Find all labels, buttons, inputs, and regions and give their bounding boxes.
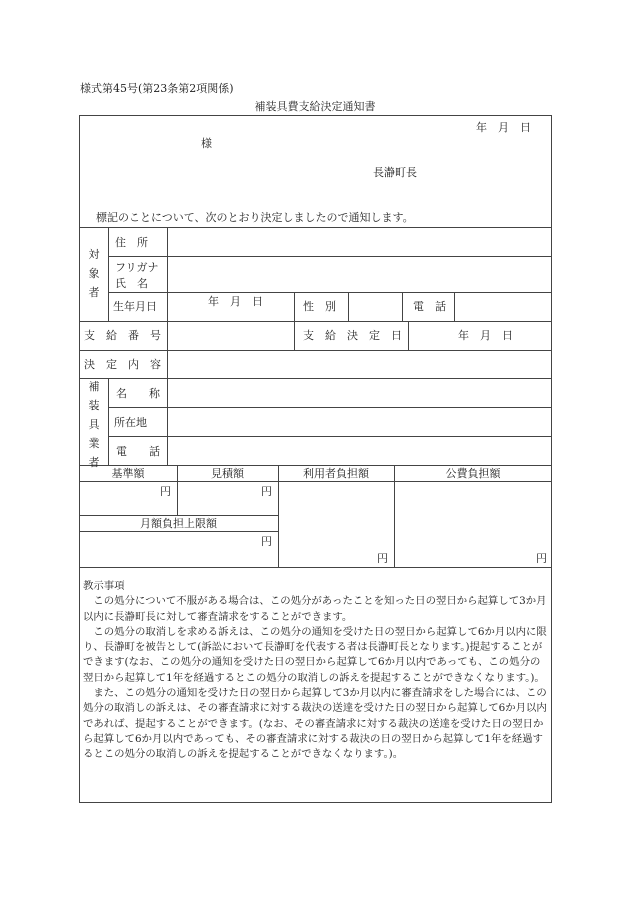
phone-label: 電 話 [413,300,446,313]
line-monthly-label-bottom [79,531,278,532]
line-payment-label [167,321,168,378]
payment-number-label: 支 給 番 号 [84,329,161,342]
form-id: 様式第45号(第23条第2項関係) [80,82,234,95]
line-gender-left [294,292,295,350]
document-title: 補装具費支給決定通知書 [254,100,376,113]
line-vendor-group [108,378,109,465]
decision-date-value: 年 月 日 [458,329,513,342]
line-phone-mid [454,292,455,321]
line-amount-row1-bottom [79,515,278,516]
yen-estimate: 円 [261,485,272,498]
notes-heading: 教示事項 [83,580,125,592]
vendor-group-label: 補装具業者 [88,380,100,469]
yen-base: 円 [160,485,171,498]
line-user-right [394,465,395,567]
line-header-bottom [79,227,552,228]
line-vendor-name-bottom [108,407,552,408]
issue-date: 年 月 日 [476,121,531,134]
issuer: 長瀞町長 [373,166,417,179]
line-decision-date-right [408,321,409,350]
line-name-bottom [108,292,552,293]
user-burden-label: 利用者負担額 [303,467,369,480]
furigana-label: フリガナ [115,261,159,274]
yen-monthly-cap: 円 [261,535,272,548]
line-subject-label [167,227,168,321]
line-phone-left [402,292,403,321]
birthdate-label: 生年月日 [113,300,157,313]
notes-paragraph-1: この処分について不服がある場合は、この処分があったことを知った日の翌日から起算して3か月以内に長瀞町長に対して審査請求をすることができます。 [83,595,547,623]
recipient-suffix: 様 [201,137,212,150]
line-estimate-right [278,465,279,567]
notes-paragraph-2: この処分の取消しを求める訴えは、この処分の通知を受けた日の翌日から起算して6か月以内に限り、長瀞町を被告として(訴訟において長瀞町を代表する者は長瀞町長となります。)提起することができます(なお、この処分の通知を受けた日の翌日から起算して6か月以内であっても、この処分の翌日から起算して1年を経過するとこの処分の取消しの訴えを提起することができなくなります。)。 [83,625,547,684]
line-address-bottom [108,256,552,257]
monthly-cap-label: 月額負担上限額 [140,517,217,530]
line-amounts-bottom [79,567,552,568]
line-subject-bottom [79,321,552,322]
vendor-name-label: 名 称 [116,387,160,400]
address-label: 住 所 [115,236,148,249]
line-payment-bottom [79,350,552,351]
line-vendor-label [167,378,168,465]
line-vendor-bottom [79,465,552,466]
vendor-location-label: 所在地 [114,416,147,429]
gender-label: 性 別 [303,300,336,313]
base-amount-label: 基準額 [111,467,145,480]
notes-paragraph-3: また、この処分の通知を受けた日の翌日から起算して3か月以内に審査請求をした場合には、この処分の取消しの訴えは、その審査請求に対する裁決の送達を受けた日の翌日から起算して6か月以内であれば、提起することができます。(なお、その審査請求に対する裁決の送達を受けた日の翌日から起算して6か月以内であっても、その審査請求に対する裁決の日の翌日から起算して1年を経過するとこの処分の取消しの訴えを提起することができなくなります。)。 [83,687,547,761]
yen-user-burden: 円 [377,552,388,565]
name-label: 氏 名 [115,277,148,290]
vendor-phone-label: 電 話 [116,445,160,458]
line-gender-mid [348,292,349,321]
intro-text: 標記のことについて、次のとおり決定しましたので通知します。 [96,211,414,224]
subject-group-label: 対象者 [88,248,100,299]
decision-date-label: 支 給 決 定 日 [303,329,402,342]
decision-content-label: 決 定 内 容 [84,358,161,371]
line-subject-group [108,227,109,321]
appeal-notes [83,579,548,763]
line-amount-header-bottom [79,481,552,482]
line-decision-bottom [79,378,552,379]
birthdate-value: 年 月 日 [208,295,263,308]
public-burden-label: 公費負担額 [445,467,501,480]
yen-public-burden: 円 [536,552,547,565]
line-vendor-loc-bottom [108,436,552,437]
estimate-amount-label: 見積額 [211,467,244,480]
